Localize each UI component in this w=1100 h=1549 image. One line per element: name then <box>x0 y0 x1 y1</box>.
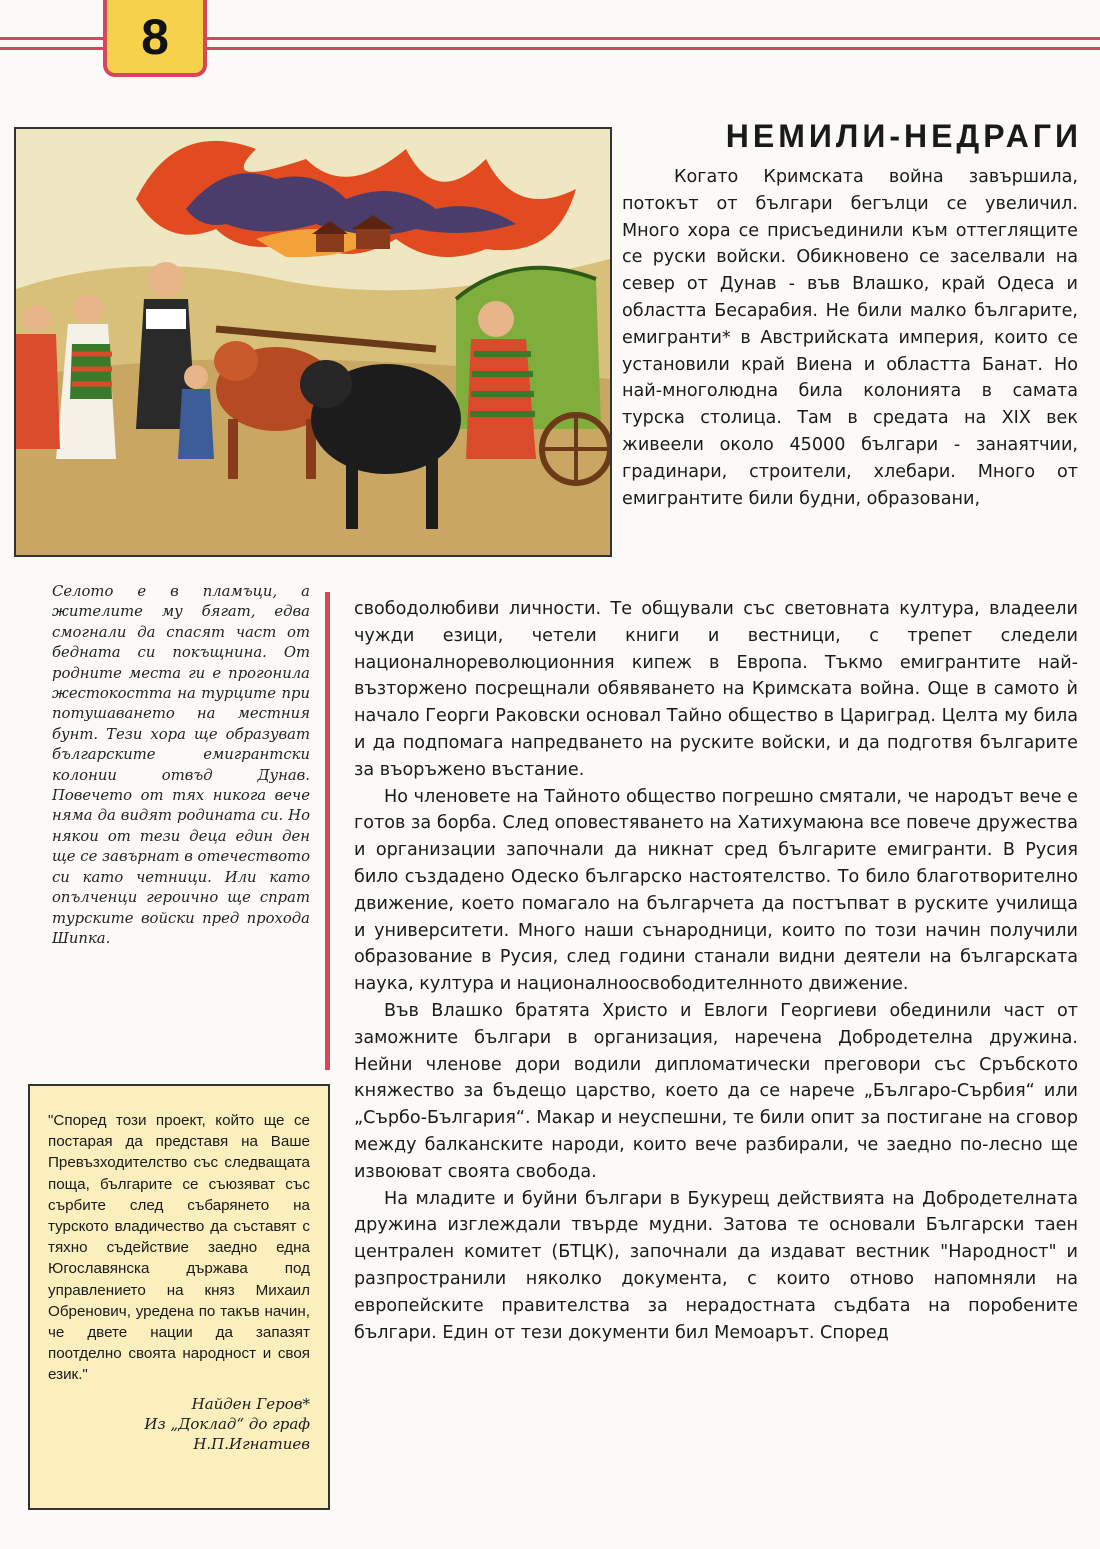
caption-accent-bar <box>325 592 330 1070</box>
quote-recipient: Н.П.Игнатиев <box>193 1434 310 1453</box>
quote-text: "Според този проект, който ще се постарая да представя на Ваше Превъзходителство със следващата поща, българите се съюзяват със сърбите след събарянето на турското владичество да съставят с тяхно съдействие заедно една Югославянска държава под управлението на княз Михаил Обренович, уредена по такъв начин, че двете нации да запазят поотделно своята народност и своя език." <box>48 1112 310 1384</box>
page-number: 8 <box>141 8 169 65</box>
page-number-badge <box>103 0 207 77</box>
paragraph: Във Влашко братята Христо и Евлоги Георгиеви обединили част от заможните българи в организация, наречена Добродетелна дружина. Нейни членове дори водили дипломатически преговори със Сръбското княжество за бъдещо царство, което да се нарече „Българо-Сърбия“ или „Сърбо-България“. Макар и неуспешни, те били опит за постигане на сговор между балканските народи, които вече разбирали, че заедно по-лесно ще извоюват своята свобода. <box>354 1000 1078 1182</box>
illustration-caption: Селото е в пламъци, а жителите му бягат, едва смогнали да спасят част от бедната си покъщнина. От родните места ги е прогонила жестокостта на турците при потушаването на местния бунт. Тези хора ще образуват българските емигрантски колонии отвъд Дунав. Повечето от тях никога вече няма да видят родината си. Но някои от тези деца един ден ще се завърнат в отечеството си като четници. Или като опълченци героично ще спрат турските войски пред прохода Шипка. <box>52 583 310 947</box>
main-text <box>354 596 1078 1346</box>
quote-box <box>28 1084 330 1510</box>
intro-paragraph: Когато Кримската война завършила, потокът от българи бегълци се увеличил. Много хора се присъединили към оттеглящите се руски войски. Обикновено се заселвали на север от Дунав - във Влашко, край Одеса и областта Бесарабия. Не били малко българите, емигранти* в Австрийската империя, които се установили край Виена и областта Банат. Но най-многолюдна била колонията в самата турска столица. Там в средата на XIX век живеели около 45000 българи - занаятчии, градинари, строители, хлебари. Много от емигрантите били будни, образовани, <box>622 167 1078 509</box>
refugees-drawing <box>16 129 610 555</box>
quote-author: Найден Геров* <box>191 1394 310 1413</box>
quote-attribution <box>48 1394 310 1454</box>
quote-source: Из „Доклад“ до граф <box>144 1414 310 1433</box>
intro-text <box>622 164 1078 512</box>
intro-continuation: свободолюбиви личности. Те общували със световната култура, владеели чужди езици, четели книги и вестници, с трепет следели националнореволюционния кипеж в Европа. Тъкмо емигрантите най-възторжено посрещнали обявяването на Кримската война. Още в самото ѝ начало Георги Раковски основал Тайно общество в Цариград. Целта му била и да подпомага напредването на руските войски, и да подготвя българите за въоръжено въстание. <box>354 599 1078 780</box>
paragraph: На младите и буйни българи в Букурещ действията на Добродетелната дружина изглеждали твърде мудни. Затова те основали Български таен централен комитет (БТЦК), започнали да издават вестник "Народност" и разпространили няколко документа, с които отново напомняли на европейските правителства за нерадостната съдбата на поробените българи. Един от тези документи бил Мемоарът. Според <box>354 1188 1078 1343</box>
illustration-refugees <box>14 127 612 557</box>
paragraph: Но членовете на Тайното общество погрешно смятали, че народът вече е готов за борба. След оповестяването на Хатихумаюна все повече дружества и организации започнали да никнат сред българите емигранти. В Русия било създадено Одеско българско настоятелство. То било благотворително движение, което помагало на българчета да постъпват в руските училища и университети. Много наши сънародници, които по този начин получили образование в Русия, след години станали видни деятели на българската наука, култура и националноосвободителнното движение. <box>354 786 1078 995</box>
page-title: НЕМИЛИ-НЕДРАГИ <box>725 118 1082 154</box>
